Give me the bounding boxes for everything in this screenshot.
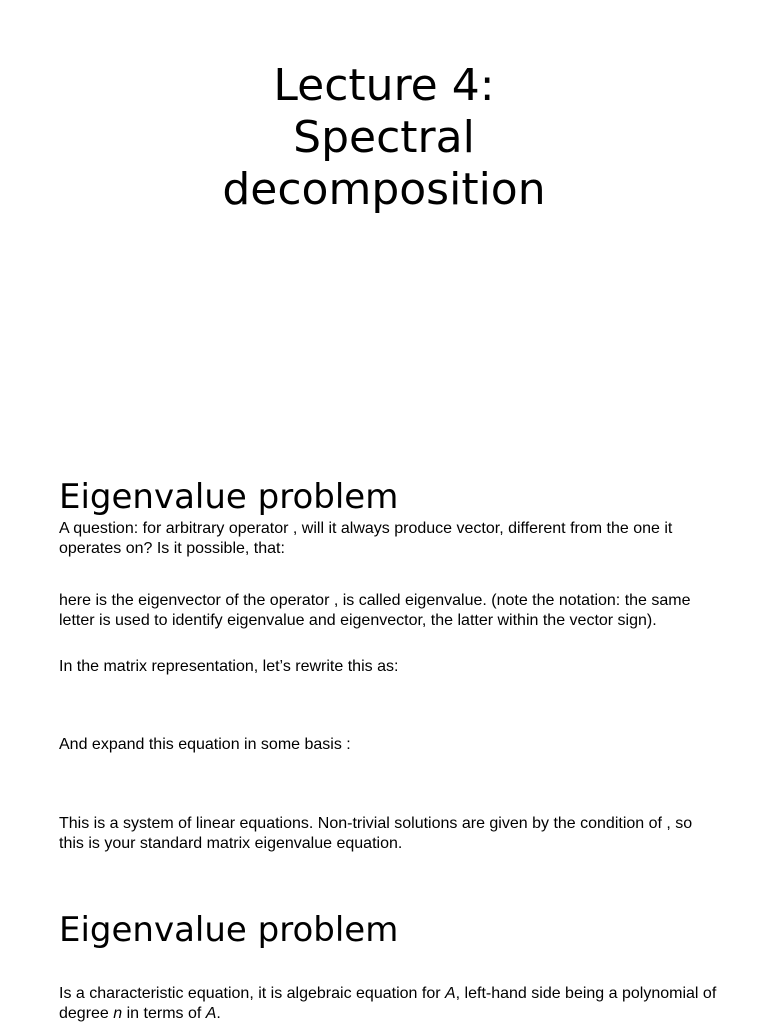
char-eq-text-1: Is a characteristic equation, it is algebraic equation for (59, 985, 445, 1002)
char-eq-var-a: A (444, 985, 456, 1002)
slide3-paragraph-characteristic (59, 984, 719, 1024)
title-slide (0, 60, 768, 216)
char-eq-text-2: , left-hand side being a polynomial of degree (59, 985, 717, 1022)
slide2-paragraph-matrix: In the matrix representation, let’s rewrite this as: (59, 658, 399, 675)
slide2-paragraph-question: A question: for arbitrary operator , will it always produce vector, different from the one it operates on? Is it possible, that: (59, 520, 673, 557)
char-eq-var-n: n (113, 1005, 123, 1022)
slide2-heading: Eigenvalue problem (59, 477, 399, 517)
slide3-heading: Eigenvalue problem (59, 910, 399, 950)
lecture-title-line-1: Lecture 4: (273, 60, 495, 111)
lecture-title-line-3: decomposition (222, 164, 546, 215)
char-eq-text-4: . (216, 1005, 221, 1022)
char-eq-var-a-2: A (205, 1005, 217, 1022)
slide2-paragraph-eigenvector: here is the eigenvector of the operator , is called eigenvalue. (note the notation: the same letter is used to identify eigenvalue and eigenvector, the latter within the vector sign). (59, 592, 691, 629)
slide2-paragraph-expand: And expand this equation in some basis : (59, 736, 351, 753)
char-eq-text-3: in terms of (122, 1005, 206, 1022)
slide2-paragraph-linear-system: This is a system of linear equations. Non-trivial solutions are given by the condition of , so this is your standard matrix eigenvalue equation. (59, 815, 693, 852)
lecture-title-line-2: Spectral (293, 112, 475, 163)
